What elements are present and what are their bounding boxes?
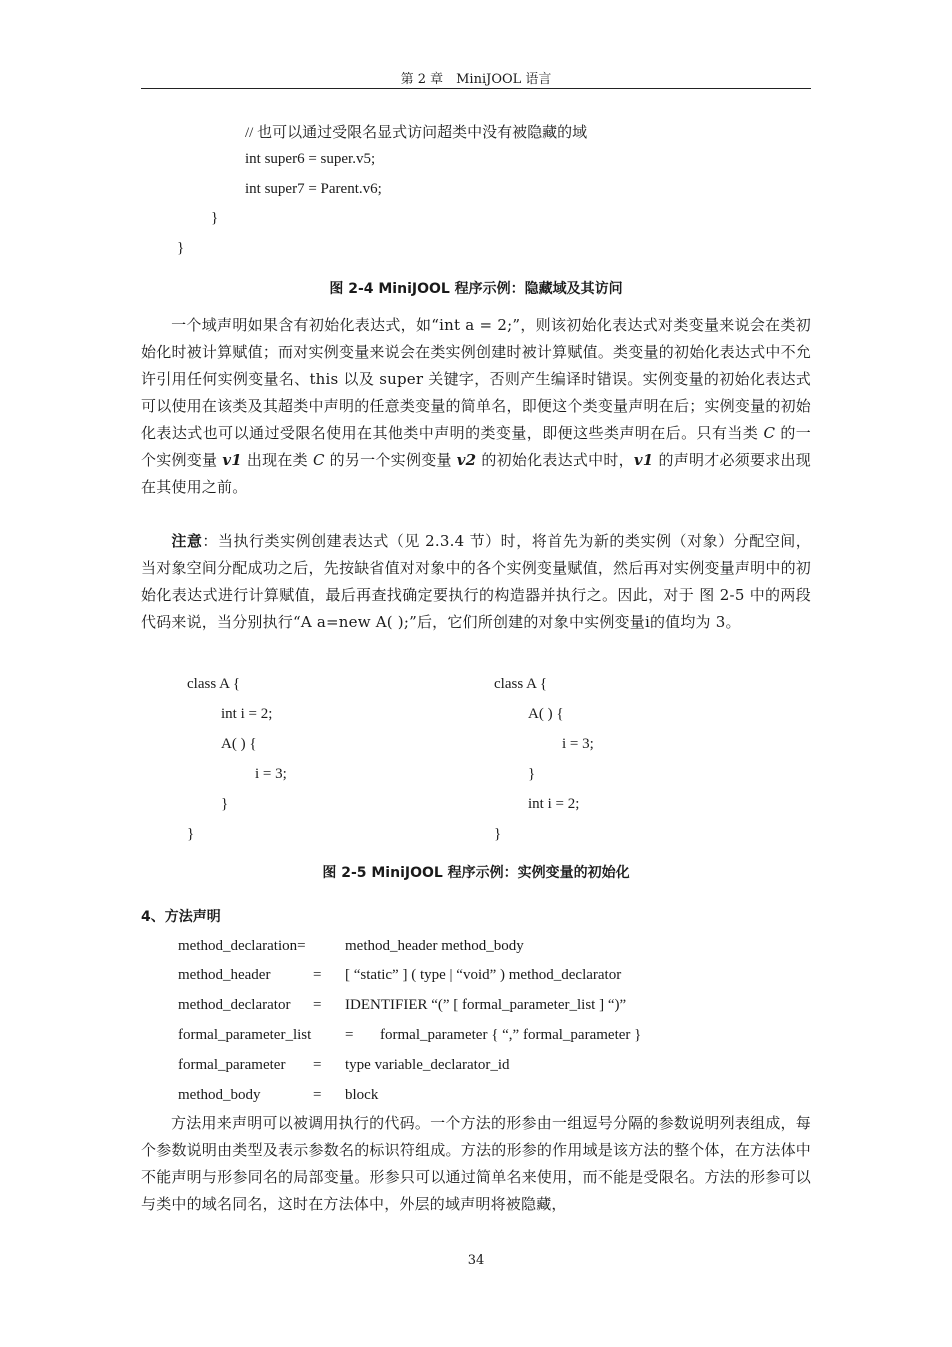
code-comment-line: // 也可以通过受限名显式访问超类中没有被隐藏的域 bbox=[245, 125, 588, 141]
left-code-field: int i = 2; bbox=[221, 706, 273, 722]
right-code-ctor: A( ) { bbox=[528, 706, 564, 722]
grammar-rhs: method_header method_body bbox=[345, 938, 524, 954]
left-code-ctor: A( ) { bbox=[221, 736, 257, 752]
para1-text-f: 的声明才必须要求出现在其使用之前。 bbox=[141, 451, 811, 496]
header-rule bbox=[141, 88, 811, 89]
code-close-brace-outer: } bbox=[177, 240, 185, 256]
para1-text-c: 出现在类 bbox=[241, 451, 313, 469]
class-c-ref: C bbox=[763, 424, 776, 442]
grammar-eq: = bbox=[313, 1087, 322, 1103]
left-code-assign: i = 3; bbox=[255, 766, 287, 782]
right-code-ctor-close: } bbox=[528, 766, 536, 782]
grammar-eq: = bbox=[313, 997, 322, 1013]
left-code-class-close: } bbox=[187, 826, 195, 842]
paragraph-note bbox=[141, 528, 811, 636]
right-code-field: int i = 2; bbox=[528, 796, 580, 812]
grammar-rhs: IDENTIFIER “(” [ formal_parameter_list ] “)” bbox=[345, 997, 627, 1013]
grammar-eq: = bbox=[345, 1027, 354, 1043]
paragraph-method-params bbox=[141, 1110, 811, 1218]
grammar-eq: = bbox=[313, 1057, 322, 1073]
var-v1-ref: v1 bbox=[222, 451, 242, 469]
figure-2-5-caption: 图 2-5 MiniJOOL 程序示例：实例变量的初始化 bbox=[322, 865, 630, 881]
class-c-ref-2: C bbox=[312, 451, 325, 469]
paragraph-field-initializers bbox=[141, 312, 811, 501]
right-code-assign: i = 3; bbox=[562, 736, 594, 752]
note-text: ：当执行类实例创建表达式（见 2.3.4 节）时，将首先为新的类实例（对象）分配空间，当对象空间分配成功之后，先按缺省值对对象中的各个实例变量赋值，然后再对实例变量声明中的初始化表达式进行计算赋值，最后再查找确定要执行的构造器并执行之。因此，对于 图 2-5 中的两段代码来说，当分别执行“A a=new A( );”后，它们所创建的对象中实例变量i的值均为 3。 bbox=[141, 532, 811, 631]
grammar-lhs: formal_parameter_list bbox=[178, 1027, 312, 1043]
var-v1-ref-2: v1 bbox=[633, 451, 654, 469]
grammar-rhs: formal_parameter { “,” formal_parameter } bbox=[380, 1027, 642, 1043]
grammar-rhs: block bbox=[345, 1087, 379, 1103]
grammar-rhs: type variable_declarator_id bbox=[345, 1057, 510, 1073]
grammar-lhs: method_declaration= bbox=[178, 938, 306, 954]
right-code-class: class A { bbox=[494, 676, 548, 692]
grammar-lhs: formal_parameter bbox=[178, 1057, 286, 1073]
grammar-lhs: method_header bbox=[178, 967, 271, 983]
para3-text: 方法用来声明可以被调用执行的代码。一个方法的形参由一组逗号分隔的参数说明列表组成，每个参数说明由类型及表示参数名的标识符组成。方法的形参的作用域是该方法的整个体，在方法体中不能声明与形参同名的局部变量。形参只可以通过简单名来使用，而不能是受限名。方法的形参可以与类中的域名同名，这时在方法体中，外层的域声明将被隐藏， bbox=[141, 1114, 811, 1213]
running-header: 第 2 章 MiniJOOL 语言 bbox=[400, 72, 552, 87]
left-code-ctor-close: } bbox=[221, 796, 229, 812]
grammar-lhs: method_declarator bbox=[178, 997, 291, 1013]
para1-text-d: 的另一个实例变量 bbox=[324, 451, 457, 469]
grammar-rhs: [ “static” ] ( type | “void” ) method_declarator bbox=[345, 967, 622, 983]
para1-text-b: 的一个实例变量 bbox=[141, 424, 811, 469]
code-line-super6: int super6 = super.v5; bbox=[245, 151, 376, 167]
note-label: 注意 bbox=[171, 532, 203, 550]
var-v2-ref: v2 bbox=[456, 451, 477, 469]
right-code-class-close: } bbox=[494, 826, 502, 842]
grammar-eq: = bbox=[313, 967, 322, 983]
grammar-lhs: method_body bbox=[178, 1087, 261, 1103]
para1-text-e: 的初始化表达式中时， bbox=[476, 451, 634, 469]
page-number: 34 bbox=[467, 1253, 485, 1268]
code-close-brace-inner: } bbox=[211, 210, 219, 226]
figure-2-4-caption: 图 2-4 MiniJOOL 程序示例：隐藏域及其访问 bbox=[329, 281, 623, 297]
code-line-super7: int super7 = Parent.v6; bbox=[245, 181, 382, 197]
section-heading: 4、方法声明 bbox=[141, 909, 221, 925]
left-code-class: class A { bbox=[187, 676, 241, 692]
para1-text-a: 一个域声明如果含有初始化表达式，如“int a = 2;”，则该初始化表达式对类变量来说会在类初始化时被计算赋值；而对实例变量来说会在类实例创建时被计算赋值。类变量的初始化表达式中不允许引用任何实例变量名、this 以及 super 关键字，否则产生编译时错误。实例变量的初始化表达式可以使用在该类及其超类中声明的任意类变量的简单名，即便这个类变量声明在后；实例变量的初始化表达式也可以通过受限名使用在其他类中声明的类变量，即便这些类声明在后。只有当类 bbox=[141, 316, 811, 442]
